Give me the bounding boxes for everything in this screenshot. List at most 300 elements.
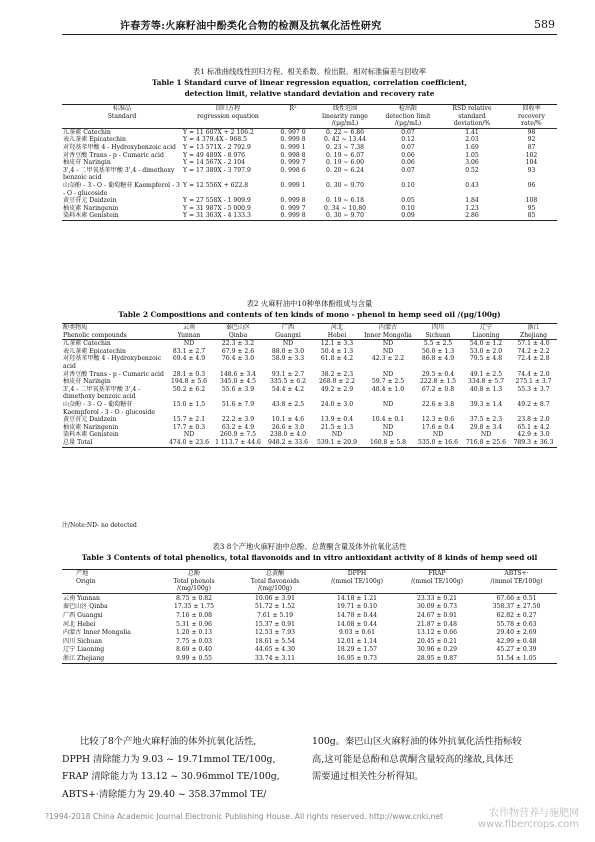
table1-h-equation: 回归方程 regression equation — [182, 105, 274, 129]
table1-h-rsd: RSD relative standard deviation/% — [438, 105, 506, 129]
table1-cell: 95 — [527, 204, 536, 212]
table2-cell: 对羟基苯甲酸 4 - Hydroxybenzoic acid — [63, 355, 162, 370]
table2-row — [62, 386, 557, 401]
table2-cell: 76.4 ± 3.0 — [221, 355, 255, 363]
table3-header — [62, 570, 557, 594]
table3-row — [62, 593, 557, 602]
table2-cell: 83.1 ± 2.7 — [172, 347, 206, 355]
table2-cell: 268.0 ± 2.2 — [318, 378, 356, 386]
table2-cell: 39.3 ± 1.4 — [469, 400, 503, 408]
table3-cell: 7.75 ± 0.03 — [175, 637, 213, 645]
table1-row — [62, 167, 557, 182]
table2-cell: 58.9 ± 3.3 — [271, 355, 305, 363]
table2-cell: ND — [331, 431, 343, 439]
table3-cell: 广西 Guangxi — [63, 611, 103, 619]
table1-cell: 1.05 — [465, 151, 479, 159]
table2-cell: 53.0 ± 2.0 — [469, 347, 503, 355]
table1-row — [62, 152, 557, 160]
table3-cell: 28.95 ± 0.87 — [398, 654, 476, 663]
table1-caption-cn: 表1 标准曲线线性回归方程、相关系数、检出限、相对标准偏差与回收率 — [192, 67, 427, 76]
table1-cell: 2.86 — [438, 212, 506, 220]
table1 — [62, 104, 557, 221]
table1-cell: 0.07 — [401, 143, 415, 151]
table2-row — [62, 340, 557, 348]
table2-cell: 柚皮苷 Naringin — [63, 378, 111, 386]
table2-header-en-cell: Phenolic compounds — [62, 332, 166, 340]
table1-cell: 黄豆苷元 Daidzein — [63, 197, 117, 205]
table2-header-cn-cell: 辽宁 — [462, 324, 510, 332]
table2-cell: 3',4 - 二甲氧基苯甲酸 3',4 - dimethoxy benzoic acid — [63, 385, 141, 401]
table2-cell: 51.6 ± 7.9 — [221, 400, 255, 408]
table2-cell: ND — [432, 431, 444, 439]
table1-caption — [62, 66, 557, 99]
table2-header-cn-cell: 云南 — [166, 324, 212, 332]
table1-cell: 0. 30 ~ 9.70 — [312, 212, 378, 220]
table2-cell: ND — [382, 340, 394, 348]
table3-cell: 8.69 ± 0.40 — [175, 646, 213, 654]
table3-caption-en: Table 3 Contents of total phenolics, total flavonoids and in vitro antioxidant activity of 8 kinds of hemp seed oil — [81, 553, 538, 562]
table2-cell: 48.4 ± 1.0 — [371, 385, 405, 393]
table2-header-en-cell: Inner Mongolia — [362, 332, 414, 340]
table1-row — [62, 136, 557, 144]
table2-cell: ND — [382, 347, 394, 355]
table3-row — [62, 611, 557, 620]
table2-cell: 88.0 ± 3.0 — [271, 347, 305, 355]
table2-cell: 22.6 ± 3.8 — [421, 400, 455, 408]
table2-cell: 716.8 ± 25.6 — [462, 439, 510, 447]
table3-cell: 20.45 ± 0.21 — [417, 637, 457, 645]
table2-cell: 345.0 ± 4.5 — [219, 378, 257, 386]
table2-cell: 86.8 ± 4.9 — [421, 355, 455, 363]
body-right-line-3: 需要通过相关性分析得知。 — [312, 771, 424, 782]
table2-cell: 54.4 ± 4.2 — [271, 385, 305, 393]
table3-cell: 29.40 ± 2.69 — [496, 629, 537, 637]
body-left-line-2: DPPH 清除能力为 9.03 ~ 19.71mmol TE/100g, — [62, 753, 276, 765]
table2-cell: 194.8 ± 5.6 — [170, 378, 208, 386]
table2-header-cn-cell: 内蒙古 — [362, 324, 414, 332]
table2-cell: 1 113.7 ± 44.6 — [212, 439, 264, 447]
copyright-footer: ?1994-2018 China Academic Journal Electronic Publishing House. All rights reserved. http://www.cnki.net — [45, 812, 444, 821]
table1-cell: Y = 11 607X + 2 106.2 — [183, 128, 254, 136]
table2-cell: 67.2 ± 0.8 — [421, 385, 455, 393]
table2-cell: ND — [382, 370, 394, 378]
table1-cell: 0. 999 8 — [274, 212, 312, 220]
table2-cell: 93.1 ± 2.7 — [271, 370, 305, 378]
table3-h-origin: 产地 Origin — [62, 570, 154, 594]
table2-cell: 山奈酚 - 3 - O - 葡萄糖苷 Kaempferol - 3 - O - glucoside — [63, 400, 155, 416]
table1-cell: 93 — [527, 166, 536, 174]
table1-cell: 0.06 — [401, 159, 415, 167]
table3-caption — [62, 541, 557, 563]
table3-cell: 17.35 ± 1.75 — [174, 603, 214, 611]
table2-header-en-cell: Yunnan — [166, 332, 212, 340]
table1-row — [62, 205, 557, 213]
body-right-line-1: 100g。秦巴山区火麻籽油的体外抗氧化活性指标较 — [312, 736, 522, 747]
table3-cell: 51.54 ± 1.05 — [476, 654, 557, 663]
table3-cell: 33.74 ± 3.11 — [234, 654, 316, 663]
table2-cell: 24.0 ± 3.0 — [320, 400, 354, 408]
table2-cell: 54.0 ± 1.2 — [469, 340, 503, 348]
table2-cell: 表儿茶素 Epicatechin — [63, 347, 126, 355]
table2-note: 注/Note:ND- no detected — [62, 522, 137, 529]
table3-cell: 358.37 ± 27.50 — [492, 603, 541, 611]
table2-cell: 74.2 ± 2.2 — [517, 347, 550, 355]
table1-cell: 柚皮素 Naringenin — [63, 204, 119, 212]
table3-cell: 15.37 ± 0.91 — [255, 620, 295, 628]
table2-cell: 275.1 ± 3.7 — [515, 378, 552, 386]
table2-cell: ND — [480, 431, 492, 439]
table2-header-cn-cell: 酚类物质 — [62, 324, 166, 332]
table2-cell: 柚皮素 Naringenin — [63, 423, 119, 431]
table2-header-en-cell: Zhejiang — [510, 332, 557, 340]
running-header-title: 许春芳等:火麻籽油中酚类化合物的检测及抗氧化活性研究 — [120, 21, 382, 32]
table1-cell: 0.10 — [401, 181, 415, 189]
table3 — [62, 569, 557, 664]
table1-row — [62, 212, 557, 220]
table2-cell: 儿茶素 Catechin — [63, 340, 111, 348]
table1-cell: 92 — [527, 136, 536, 144]
table1-cell: 3.06 — [465, 159, 479, 167]
table3-row — [62, 645, 557, 654]
table2-cell: 对香豆酸 Trans - p - Cumaric acid — [63, 370, 164, 378]
table1-cell: 3',4 - 二甲氧基苯甲酸 3',4 - dimethoxy benzoic acid — [63, 166, 175, 182]
table1-cell: 102 — [525, 151, 538, 159]
table1-cell: 108 — [525, 197, 538, 205]
table2-cell: 13.9 ± 0.4 — [320, 416, 354, 424]
table2-cell: 17.7 ± 0.3 — [172, 423, 206, 431]
table1-cell: 98 — [527, 128, 536, 136]
table3-row — [62, 654, 557, 663]
table2-cell: 148.6 ± 3.4 — [219, 370, 257, 378]
table2-cell: 29.5 ± 0.4 — [421, 370, 455, 378]
table2-cell: 57.1 ± 4.0 — [517, 340, 550, 348]
table1-row — [62, 197, 557, 205]
table2-cell: ND — [183, 340, 195, 348]
table2-cell: 50.2 ± 6.2 — [172, 385, 206, 393]
table2-cell: 10.4 ± 0.1 — [371, 416, 405, 424]
table2-header-en-cell: Hebei — [312, 332, 362, 340]
table2-total-row — [62, 439, 557, 447]
table2-header-cn-cell: 河北 — [312, 324, 362, 332]
table2-cell: 65.1 ± 4.2 — [517, 423, 550, 431]
table3-cell: 30.96 ± 0.29 — [417, 646, 457, 654]
table2-cell: 474.0 ± 23.6 — [166, 439, 212, 447]
page-number: 589 — [534, 18, 555, 31]
table2-cell: 40.8 ± 1.3 — [469, 385, 503, 393]
table1-caption-en-1: Table 1 Standard curve of linear regression equation, correlation coefficient, — [151, 78, 468, 87]
table2-cell: 59.7 ± 2.5 — [371, 378, 405, 386]
table1-cell: 0. 19 ~ 6.07 — [325, 151, 365, 159]
table1-cell: 0.07 — [401, 128, 415, 136]
table2-cell: 22.2 ± 3.9 — [221, 416, 255, 424]
table3-cell: 14.08 ± 0.44 — [337, 620, 377, 628]
table2-cell: ND — [183, 431, 195, 439]
table3-cell: 24.67 ± 0.91 — [417, 611, 457, 619]
table1-cell: Y = 31 987X - 5 000.9 — [183, 204, 251, 212]
table3-cell: 21.87 ± 0.48 — [417, 620, 457, 628]
table2-cell: 49.1 ± 2.5 — [469, 370, 503, 378]
body-right-line-2: 高,这可能是总酚和总黄酮含量较高的缘故,具体还 — [312, 753, 514, 765]
table3-cell: 42.99 ± 0.48 — [496, 637, 537, 645]
table1-cell: 染料木素 Genistein — [62, 212, 182, 220]
table3-cell: 9.03 ± 0.61 — [338, 629, 376, 637]
table3-cell: 23.33 ± 0.21 — [417, 594, 457, 602]
table3-cell: 12.01 ± 1.14 — [337, 637, 377, 645]
table2-cell: 26.6 ± 3.0 — [271, 423, 305, 431]
table2-cell: 56.0 ± 1.3 — [421, 347, 455, 355]
table1-cell: 0. 998 8 — [280, 151, 306, 159]
table3-cell: 7.16 ± 0.08 — [175, 611, 213, 619]
table1-cell: 对羟基苯甲酸 4 - Hydroxybenzoic acid — [63, 143, 176, 151]
table1-cell: 0. 999 1 — [280, 143, 306, 151]
table3-h-phenols: 总酚 Total phenols /(mg/100g) — [154, 570, 234, 594]
table2-header-en-cell: Guangxi — [264, 332, 312, 340]
table2-header-cn-cell: 浙江 — [510, 324, 557, 332]
table2-cell: 238.0 ± 4.0 — [269, 431, 307, 439]
table2-cell: 948.2 ± 33.6 — [264, 439, 312, 447]
table1-cell: 儿茶素 Catechin — [63, 128, 111, 136]
table1-cell: 0.43 — [465, 181, 479, 189]
body-paragraph-left — [62, 733, 302, 803]
table1-cell: 2.03 — [465, 136, 479, 144]
table1-cell: 0. 19 ~ 6.00 — [325, 159, 365, 167]
table1-row — [62, 128, 557, 136]
table3-cell: 55.78 ± 0.63 — [496, 620, 537, 628]
table3-cell: 12.53 ± 7.93 — [255, 629, 295, 637]
table1-h-r2: R² — [274, 105, 312, 129]
table2-cell: 染料木素 Genistein — [63, 431, 119, 439]
table1-cell: Y = 13 571X - 2 792.9 — [183, 143, 251, 151]
table1-cell: 0. 999 1 — [280, 181, 306, 189]
table1-cell: 0.10 — [401, 204, 415, 212]
table2-header-cn-cell: 广西 — [264, 324, 312, 332]
table1-cell: 85 — [506, 212, 557, 220]
table1-cell: 0.06 — [401, 151, 415, 159]
table3-h-frap: FRAP /(mmol TE/100g) — [398, 570, 476, 594]
table1-cell: 0. 19 ~ 6.18 — [325, 197, 365, 205]
table1-cell: 0.05 — [401, 197, 415, 205]
site-watermark — [478, 808, 579, 830]
table1-header — [62, 105, 557, 129]
table2-cell: ND — [382, 431, 394, 439]
table1-cell: 0. 999 7 — [280, 204, 306, 212]
body-left-line-4: ABTS+·清除能力为 29.40 ~ 358.37mmol TE/ — [62, 788, 267, 800]
body-paragraph-right — [312, 733, 560, 786]
table1-cell: 0. 998 6 — [280, 166, 306, 174]
table1-cell: 0.12 — [401, 136, 415, 144]
table1-cell: 0.52 — [465, 166, 479, 174]
table3-cell: 云南 Yunnan — [63, 594, 100, 602]
table1-cell: 0. 23 ~ 7.38 — [325, 143, 365, 151]
body-left-line-3: FRAP 清除能力为 13.12 ~ 30.96mmol TE/100g, — [62, 771, 280, 782]
table2-row — [62, 371, 557, 379]
table2-cell: 55.6 ± 3.9 — [221, 385, 255, 393]
table3-cell: 18.61 ± 5.54 — [255, 637, 295, 645]
table2-row — [62, 424, 557, 432]
table2-row — [62, 431, 557, 439]
table1-cell: 0. 34 ~ 10.80 — [324, 204, 366, 212]
table1-caption-en-2: detection limit, relative standard deviation and recovery rate — [184, 89, 435, 98]
table2-header-en-cell: Sichuan — [414, 332, 462, 340]
table2-cell: 38.2 ± 2.3 — [320, 370, 354, 378]
table3-row — [62, 637, 557, 646]
table2-row — [62, 401, 557, 416]
table2-cell: 260.9 ± 7.5 — [219, 431, 257, 439]
table2-caption — [62, 298, 557, 320]
table1-h-recovery: 回收率 recovery rate/% — [506, 105, 557, 129]
table2-cell: 61.8 ± 4.2 — [320, 355, 354, 363]
table3-cell: 河北 Hebei — [63, 620, 96, 628]
table2-cell: 42.9 ± 3.0 — [517, 431, 550, 439]
table1-row — [62, 159, 557, 167]
table1-cell: 柚皮苷 Naringin — [63, 159, 111, 167]
table2-cell: 160.8 ± 5.8 — [362, 439, 414, 447]
table2-row — [62, 416, 557, 424]
table2-cell: 334.8 ± 5.7 — [467, 378, 505, 386]
watermark-line-2: www.fibercrops.com — [477, 819, 579, 830]
table2-cell: 37.5 ± 2.3 — [469, 416, 503, 424]
table2-header-cn-cell: 秦巴山区 — [212, 324, 264, 332]
table1-cell: 1.69 — [465, 143, 479, 151]
table2-cell: 12.3 ± 0.6 — [421, 416, 455, 424]
table1-cell: 表儿茶素 Epicatechin — [63, 136, 126, 144]
table1-cell: Y = 14 567X - 2 104 — [183, 159, 246, 167]
table2-cell: 15.7 ± 2.1 — [172, 416, 206, 424]
table1-cell: 1.41 — [465, 128, 479, 136]
table2-cell: 17.6 ± 0.4 — [421, 423, 455, 431]
table1-cell: 87 — [527, 143, 536, 151]
table2-cell: 23.8 ± 2.0 — [517, 416, 550, 424]
table1-cell: 96 — [527, 181, 536, 189]
table2-cell: 79.5 ± 4.8 — [469, 355, 503, 363]
watermark-line-1: 农作物营养与施肥网 — [489, 808, 579, 819]
table1-cell: 0.09 — [378, 212, 438, 220]
table3-cell: 67.66 ± 0.51 — [496, 594, 537, 602]
table1-cell: Y = 31 363X - 4 133.3 — [182, 212, 274, 220]
table3-cell: 辽宁 Liaoning — [63, 646, 105, 654]
table3-cell: 19.71 ± 0.10 — [337, 603, 377, 611]
table3-cell: 1.20 ± 0.13 — [175, 629, 213, 637]
table2-cell: 789.3 ± 36.3 — [510, 439, 557, 447]
table2-header-cn-cell: 四川 — [414, 324, 462, 332]
table2-cell: 63.2 ± 4.9 — [221, 423, 255, 431]
table1-cell: 0. 20 ~ 6.24 — [325, 166, 365, 174]
table1-row — [62, 182, 557, 197]
table1-cell: 1.84 — [465, 197, 479, 205]
table1-cell: Y = 49 489X - 8 976 — [183, 151, 246, 159]
table2-header-cn — [62, 324, 557, 332]
header-rule — [62, 34, 557, 35]
table2-cell: 49.2 ± 8.7 — [517, 400, 550, 408]
table1-h-standard: 标准品 Standard — [62, 105, 182, 129]
table2-cell: 42.3 ± 2.2 — [371, 355, 405, 363]
table3-cell: 30.09 ± 0.73 — [417, 603, 457, 611]
table2-cell: 535.0 ± 16.6 — [414, 439, 462, 447]
table2-cell: 72.4 ± 2.8 — [517, 355, 550, 363]
table3-cell: 18.29 ± 1.57 — [337, 646, 377, 654]
table2-header-en-cell: Qinba — [212, 332, 264, 340]
table2-cell: 539.1 ± 20.9 — [312, 439, 362, 447]
table3-row — [62, 628, 557, 637]
table2-cell: 49.2 ± 2.9 — [320, 385, 354, 393]
table1-cell: 0.07 — [401, 166, 415, 174]
table2-cell: 22.3 ± 3.2 — [221, 340, 255, 348]
table1-h-range: 线性范围 linearity range /(μg/mL) — [312, 105, 378, 129]
table1-cell: Y = 27 558X - 1 909.9 — [183, 197, 251, 205]
body-left-line-1: 比较了8个产地火麻籽油的体外抗氧化活性, — [80, 736, 257, 747]
table2-cell: 5.5 ± 2.5 — [423, 340, 453, 348]
table1-cell: Y = 12 556X + 622.8 — [183, 181, 249, 189]
table3-cell: 44.65 ± 4.30 — [255, 646, 295, 654]
table3-h-dpph: DPPH /(mmol TE/100g) — [316, 570, 398, 594]
table1-cell: 山奈酚 - 3 - O - 葡萄糖苷 Kaempferol - 3 - O - glucoside — [63, 181, 180, 197]
table3-cell: 51.72 ± 1.52 — [255, 603, 295, 611]
table3-cell: 16.95 ± 0.73 — [316, 654, 398, 663]
table3-cell: 14.78 ± 0.44 — [337, 611, 377, 619]
table3-cell: 45.27 ± 0.39 — [496, 646, 537, 654]
table3-cell: 5.31 ± 0.96 — [175, 620, 213, 628]
table3-cell: 14.18 ± 1.21 — [337, 594, 377, 602]
table2-cell: 50.4 ± 1.3 — [320, 347, 354, 355]
table1-cell: 0. 999 7 — [280, 159, 306, 167]
table1-cell: 0. 999 8 — [280, 197, 306, 205]
table2-cell: 28.1 ± 0.3 — [172, 370, 206, 378]
table3-row — [62, 620, 557, 629]
table1-cell: 0. 22 ~ 6.86 — [325, 128, 365, 136]
table1-cell: 0. 997 0 — [280, 128, 306, 136]
table1-cell: 1.23 — [465, 204, 479, 212]
table2-cell: 69.4 ± 4.9 — [172, 355, 206, 363]
table1-cell: 0. 30 ~ 9.70 — [325, 181, 365, 189]
table2-caption-cn: 表2 火麻籽油中10种单体酚组成与含量 — [246, 299, 373, 308]
table2-row — [62, 378, 557, 386]
table2-cell: 21.5 ± 1.3 — [320, 423, 354, 431]
table2-cell: 15.0 ± 1.5 — [172, 400, 206, 408]
table1-cell: Y = 17 389X - 3 797.9 — [183, 166, 251, 174]
table1-h-lod: 检出限 detection limit /(μg/mL) — [378, 105, 438, 129]
table2-header-en-cell: Liaoning — [462, 332, 510, 340]
table2-cell: 55.3 ± 3.7 — [517, 385, 550, 393]
table2-cell: 10.1 ± 4.6 — [271, 416, 305, 424]
table3-cell: 秦巴山区 Qinba — [63, 603, 108, 611]
table1-cell: 0. 42 ~ 13.44 — [324, 136, 366, 144]
table2 — [62, 323, 557, 448]
table1-cell: 0. 999 8 — [280, 136, 306, 144]
table2-cell: 222.8 ± 1.5 — [419, 378, 457, 386]
table3-cell: 10.06 ± 3.91 — [255, 594, 295, 602]
table3-cell: 四川 Sichuan — [63, 637, 103, 645]
table2-row — [62, 355, 557, 370]
table2-header-en — [62, 332, 557, 340]
table3-h-flavonoids: 总黄酮 Total flavonoids /(mg/100g) — [234, 570, 316, 594]
table2-cell: ND — [282, 340, 294, 348]
table3-cell: 62.82 ± 0.27 — [496, 611, 537, 619]
table3-row — [62, 602, 557, 611]
table2-cell: 335.5 ± 6.2 — [269, 378, 307, 386]
table2-cell: 黄豆苷元 Daidzein — [63, 416, 117, 424]
table3-cell: 8.75 ± 0.82 — [175, 594, 213, 602]
table2-cell: 12.1 ± 3.3 — [320, 340, 354, 348]
table2-cell: ND — [382, 400, 394, 408]
table3-h-abts: ABTS+· /(mmol TE/100g) — [476, 570, 557, 594]
table2-cell: 总量 Total — [62, 439, 166, 447]
table3-cell: 内蒙古 Inner Mongolia — [63, 629, 131, 637]
table1-cell: 对香豆酸 Trans - p - Cumaric acid — [63, 151, 164, 159]
table2-cell: ND — [382, 423, 394, 431]
table1-cell: Y = 4 379.4X - 968.5 — [183, 136, 247, 144]
table2-cell: 74.4 ± 2.0 — [517, 370, 550, 378]
table3-cell: 13.12 ± 0.66 — [417, 629, 457, 637]
